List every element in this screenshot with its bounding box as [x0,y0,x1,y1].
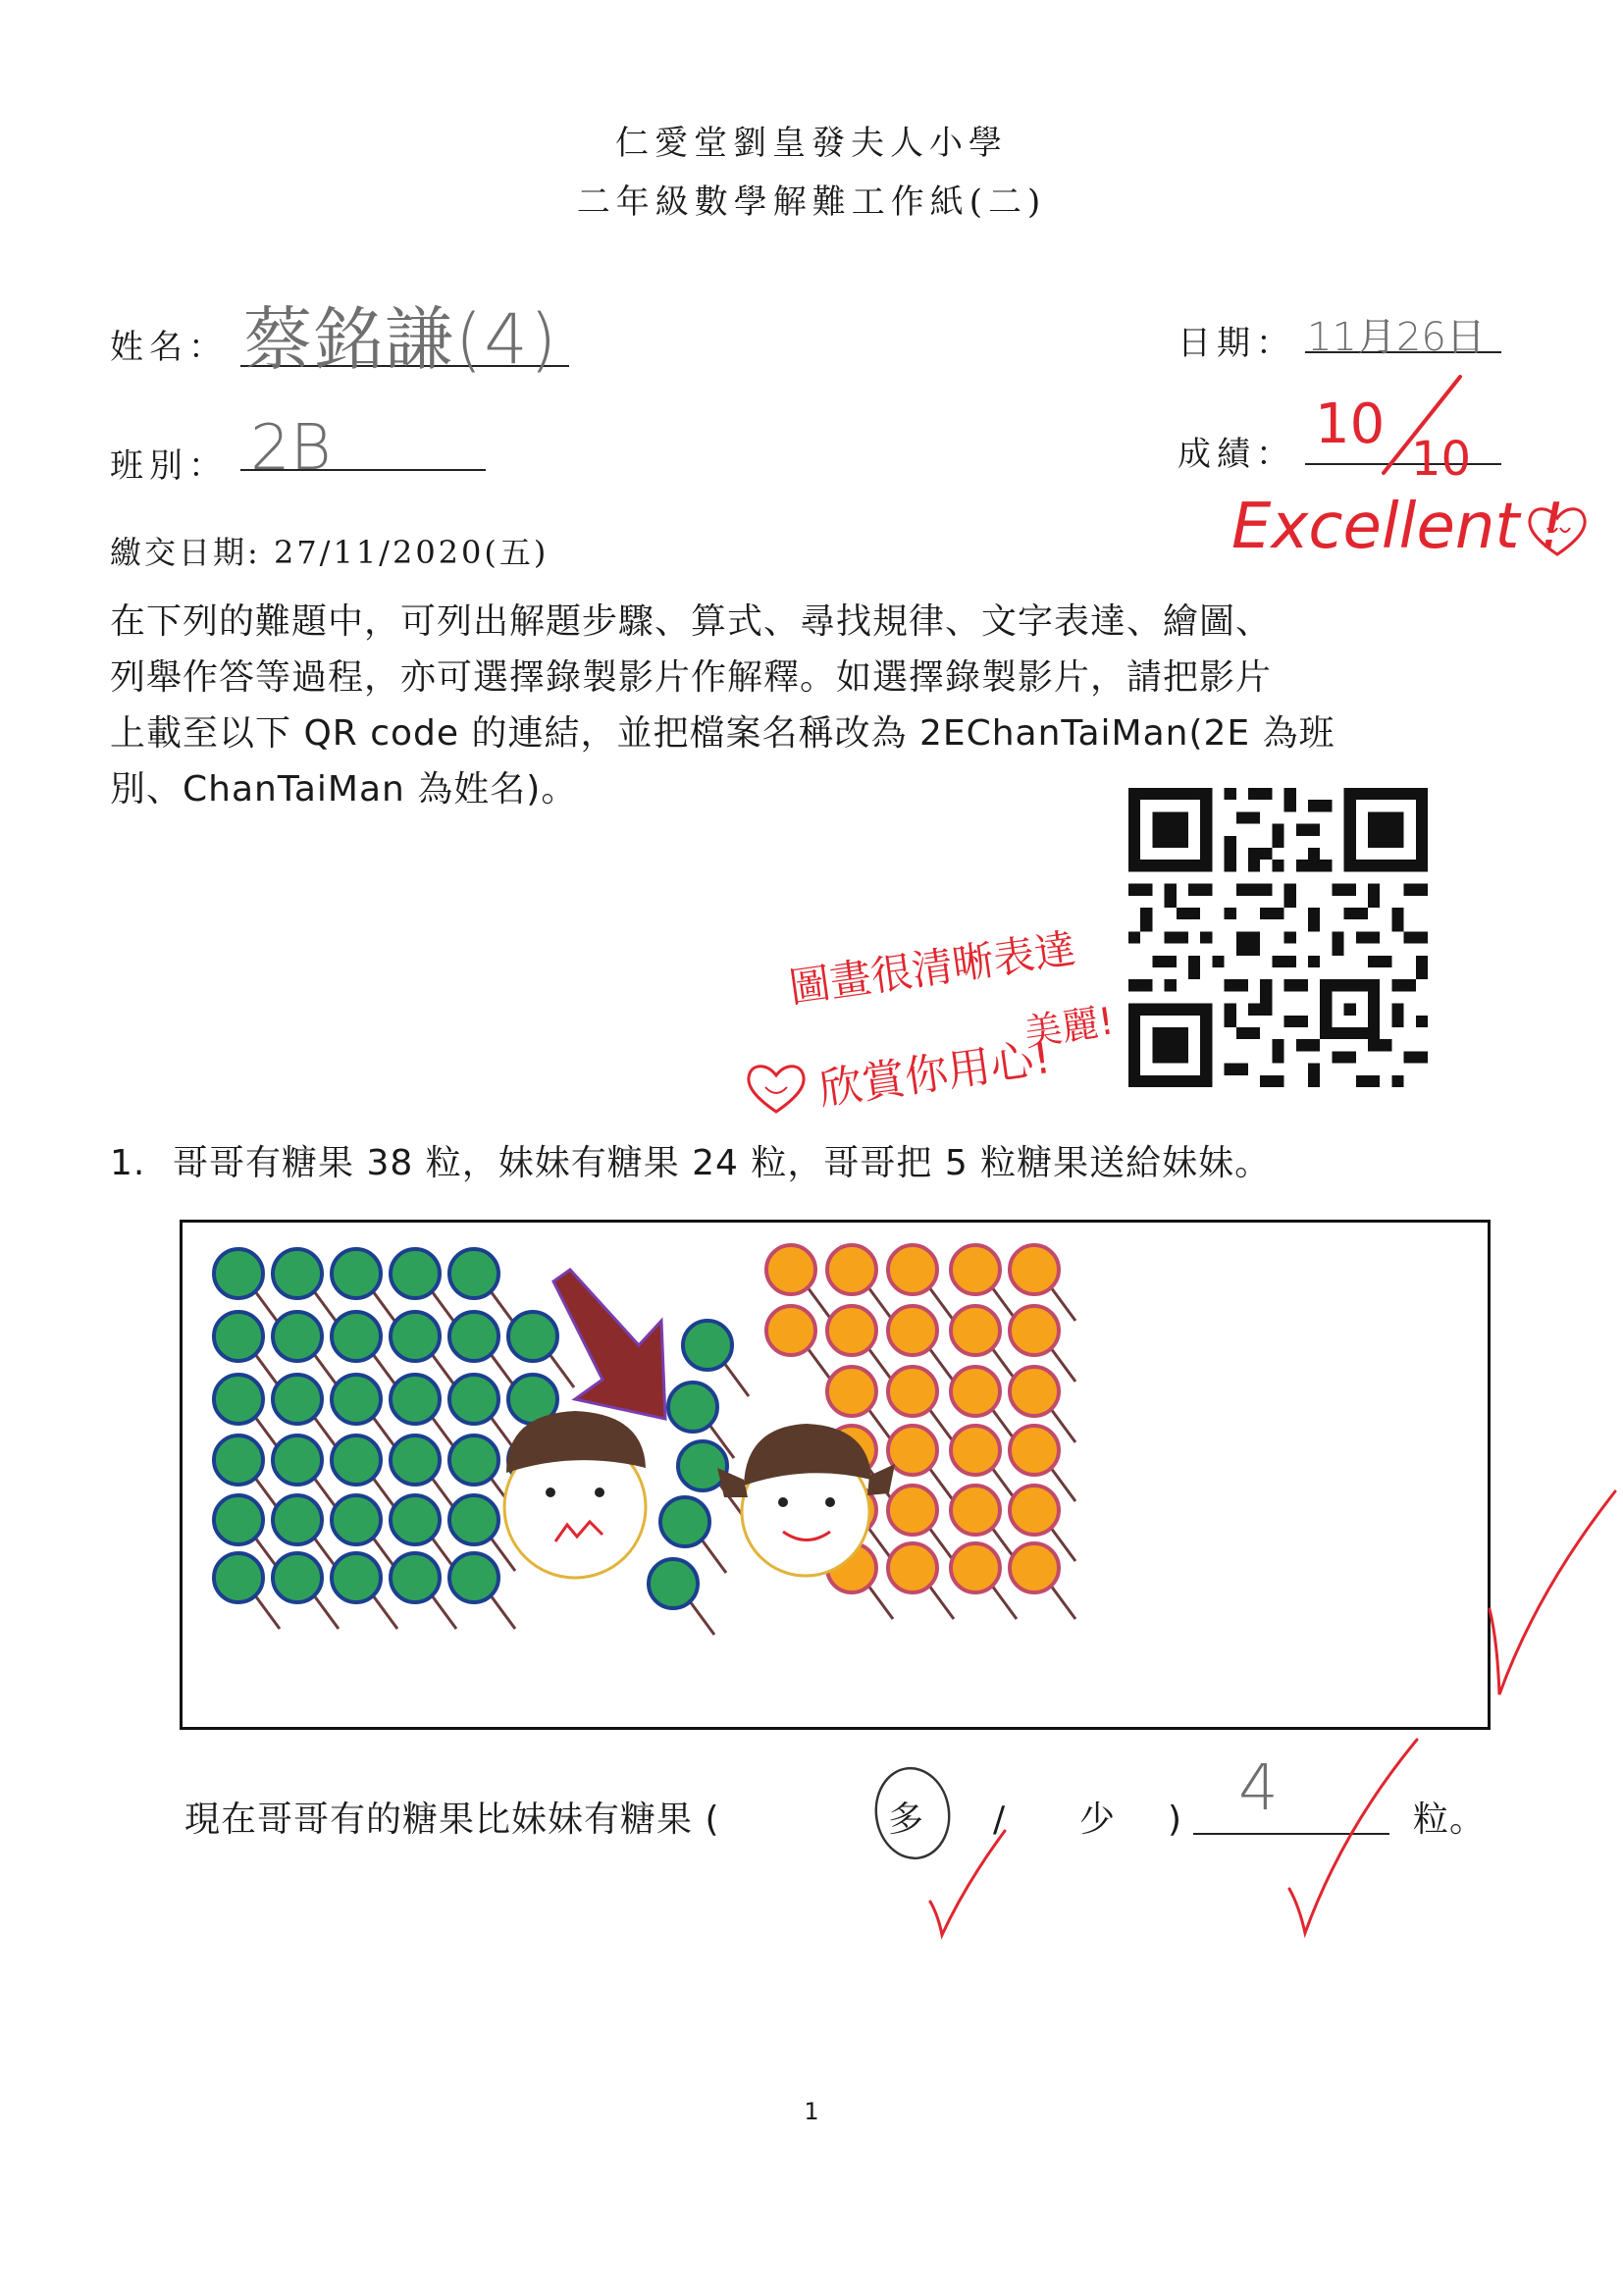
green-candy [391,1312,440,1361]
option-more[interactable]: 多 [888,1800,925,1840]
green-candy [508,1312,557,1361]
orange-candy [888,1543,937,1592]
score-bottom: 10 [1411,432,1472,487]
orange-candy [951,1245,1000,1294]
green-candy [332,1495,381,1544]
submit-date: 繳交日期: 27/11/2020(五) [110,534,550,571]
given-candy [649,1559,698,1608]
orange-candy [1010,1367,1059,1416]
green-candy [273,1375,322,1424]
orange-candy [951,1426,1000,1475]
school-title: 仁愛堂劉皇發夫人小學 [615,124,1008,163]
answer-check-icon [1283,1732,1421,1943]
orange-candy [951,1306,1000,1355]
arrow-icon [553,1270,665,1419]
orange-candy [1010,1426,1059,1475]
green-candy [214,1553,263,1602]
heart-icon [1523,500,1592,559]
check-mark-icon [922,1825,1011,1943]
green-candy [214,1312,263,1361]
orange-candy [827,1306,876,1355]
green-candy [273,1312,322,1361]
green-candy [449,1249,498,1298]
green-candy [391,1553,440,1602]
orange-candy [888,1245,937,1294]
orange-candy [827,1367,876,1416]
worksheet-title: 二年級數學解難工作紙(二) [576,183,1047,222]
orange-candy [1010,1486,1059,1535]
class-label: 班別： [110,446,228,486]
green-candy [391,1375,440,1424]
green-candy [214,1435,263,1485]
instruction-line-1: 在下列的難題中，可列出解題步驟、算式、尋找規律、文字表達、繪圖、 [110,601,1273,642]
green-candy [214,1495,263,1544]
given-candy [668,1383,717,1432]
date-label: 日期： [1178,324,1295,363]
green-candy [449,1495,498,1544]
instruction-line-3: 上載至以下 QR code 的連結，並把檔案名稱改為 2EChanTaiMan(2E 為班 [110,713,1335,754]
green-candy [273,1249,322,1298]
green-candy [273,1435,322,1485]
green-candy [273,1553,322,1602]
green-candy [332,1435,381,1485]
orange-candy [827,1245,876,1294]
orange-candy [766,1306,815,1355]
comment-heart-icon [741,1058,812,1117]
date-value: 11月26日 [1307,315,1486,360]
orange-candy [951,1367,1000,1416]
answer-prefix: 現在哥哥有的糖果比妹妹有糖果 ( [184,1800,720,1840]
class-value: 2B [250,412,332,485]
grade-label: 成績： [1178,435,1295,474]
green-candy [214,1249,263,1298]
question-text: 哥哥有糖果 38 粒，妹妹有糖果 24 粒，哥哥把 5 粒糖果送給妹妹。 [173,1143,1272,1183]
qr-code[interactable] [1128,788,1428,1087]
brother-eye [546,1487,555,1497]
name-value: 蔡銘謙(4) [243,299,559,380]
page-number: 1 [804,2098,819,2125]
answer-suffix: 粒。 [1413,1800,1487,1840]
question-number: 1. [110,1143,146,1183]
praise-text: Excellent ! [1231,491,1565,563]
answer-close-paren: ) [1168,1800,1183,1840]
sister-eye [778,1497,788,1507]
orange-candy [888,1426,937,1475]
green-candy [273,1495,322,1544]
orange-candy [888,1486,937,1535]
orange-candy [1010,1543,1059,1592]
instruction-line-4: 別、ChanTaiMan 為姓名)。 [110,769,578,809]
green-candy [449,1435,498,1485]
orange-candy [888,1367,937,1416]
name-label: 姓名： [110,328,228,367]
green-candy [449,1375,498,1424]
teacher-comment-line-3: 欣賞你用心! [815,1032,1054,1116]
brother-eye [595,1487,604,1497]
green-candy [214,1375,263,1424]
green-candy [391,1435,440,1485]
green-candy [449,1553,498,1602]
green-candy [391,1495,440,1544]
green-candy [332,1375,381,1424]
answer-value: 4 [1238,1752,1279,1825]
given-candy [683,1321,732,1370]
green-candy [391,1249,440,1298]
orange-candy [766,1245,815,1294]
instruction-line-2: 列舉作答等過程，亦可選擇錄製影片作解釋。如選擇錄製影片，請把影片 [110,657,1273,698]
sister-eye [825,1497,835,1507]
orange-candy [888,1306,937,1355]
given-candy [660,1497,709,1546]
drawing-check-icon [1484,1484,1621,1699]
green-candy [332,1249,381,1298]
orange-candy [1010,1245,1059,1294]
orange-candy [951,1543,1000,1592]
candy-drawing [183,1223,1488,1727]
teacher-comment-line-1: 圖畫很清晰表達 [786,924,1079,1013]
option-separator: / [993,1800,1007,1840]
drawing-box [180,1220,1491,1730]
green-candy [332,1553,381,1602]
orange-candy [1010,1306,1059,1355]
orange-candy [951,1486,1000,1535]
green-candy [332,1312,381,1361]
option-less[interactable]: 少 [1079,1800,1117,1840]
green-candy [449,1312,498,1361]
teacher-comment-line-2: 美麗! [1021,999,1117,1055]
score-top: 10 [1315,392,1386,456]
given-candy [678,1441,727,1490]
